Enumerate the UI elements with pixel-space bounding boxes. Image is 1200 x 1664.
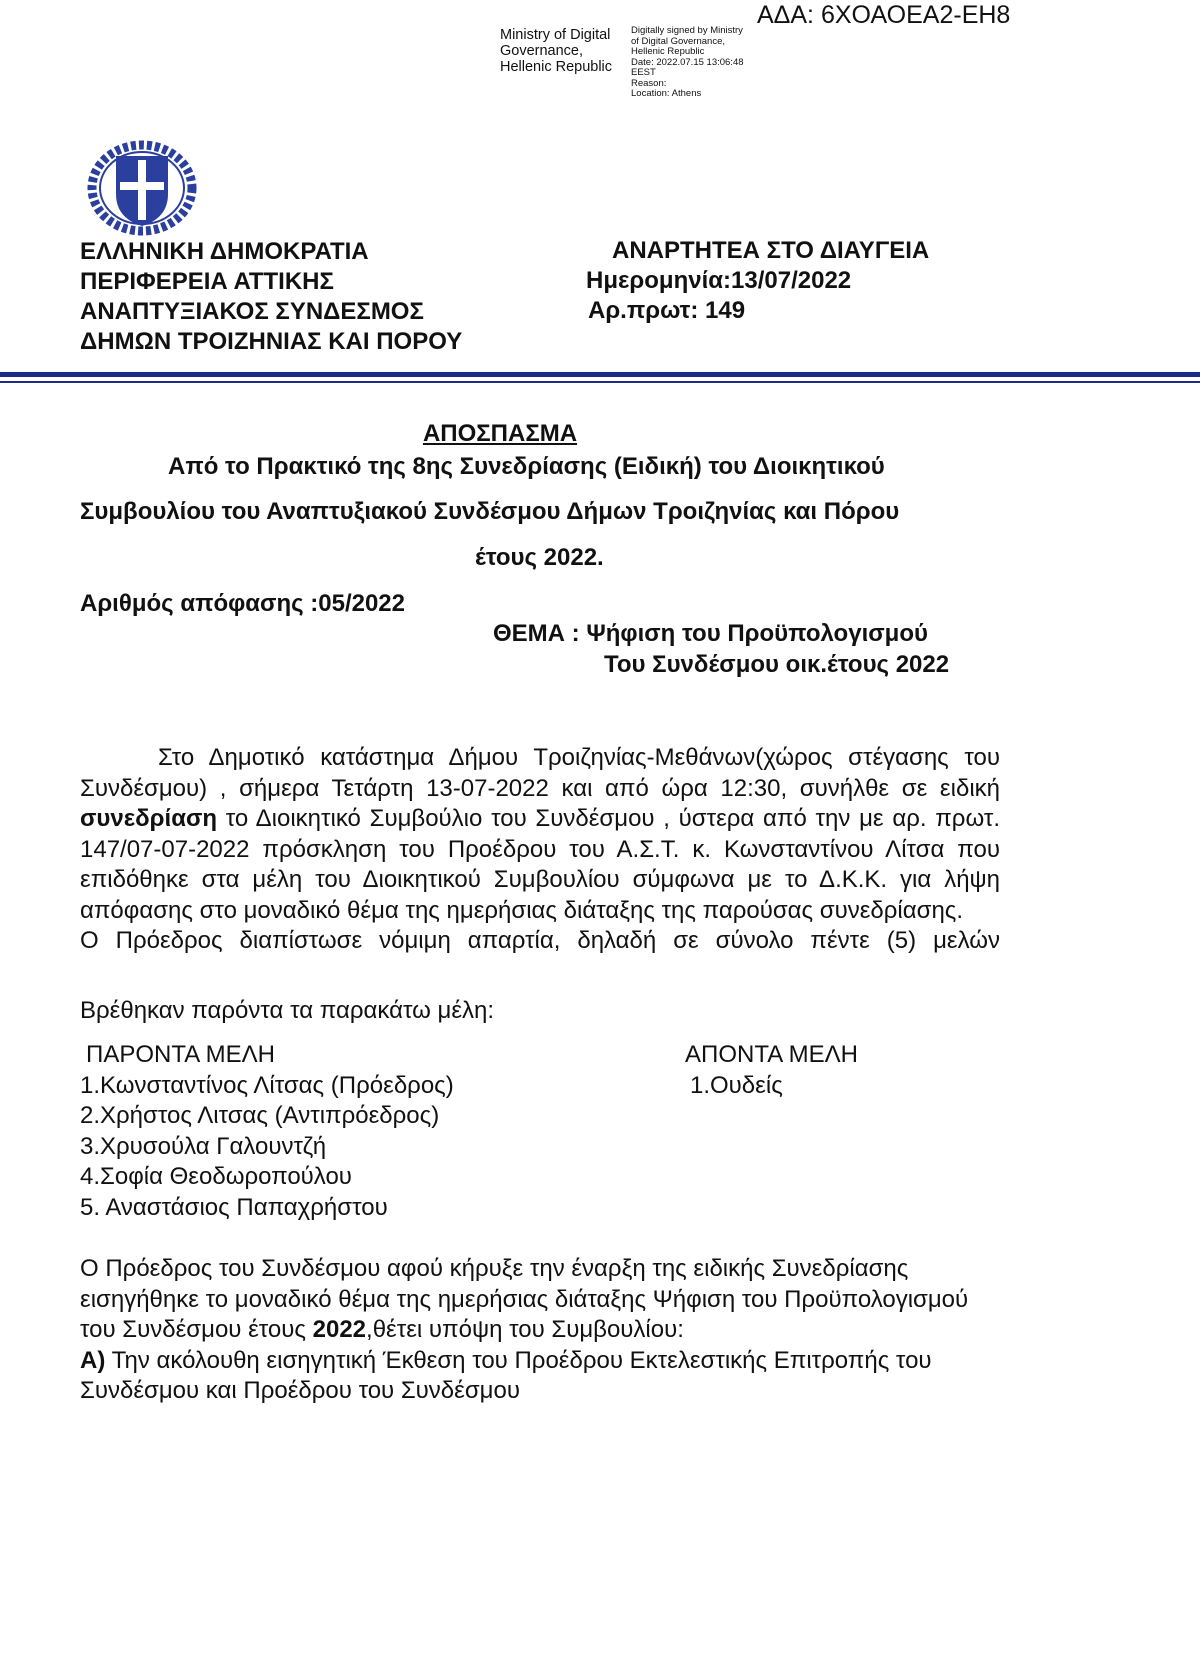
decision-number: Αριθμός απόφασης :05/2022 [80, 590, 405, 617]
ada-code: ΑΔΑ: 6ΧΟΑΟΕΑ2-ΕΗ8 [757, 1, 1011, 29]
present-intro: Βρέθηκαν παρόντα τα παρακάτω μέλη: [80, 997, 495, 1024]
paragraph-emphasis: συνεδρίαση [80, 805, 218, 832]
subtitle-line: Από το Πρακτικό της 8ης Συνεδρίασης (Ειδική) του Διοικητικού [168, 453, 885, 480]
paragraph-text: Στο Δημοτικό κατάστημα Δήμου Τροιζηνίας-Μεθάνων(χώρος στέγασης του Συνδέσμου) , σήμερα Τετάρτη 13-07-2022 και από ώρα 12:30, συνήλθε σε ειδική [80, 744, 1000, 802]
meeting-paragraph [80, 743, 1000, 957]
signature-details [631, 26, 744, 100]
absent-members-header: ΑΠΟΝΤΑ ΜΕΛΗ [685, 1041, 858, 1068]
paragraph-text: Την ακόλουθη εισηγητική Έκθεση του Προέδρου Εκτελεστικής Επιτροπής του Συνδέσμου και Προέδρου του Συνδέσμου [80, 1346, 932, 1404]
signature-detail-line: Date: 2022.07.15 13:06:48 [631, 56, 744, 68]
signer-line: Hellenic Republic [500, 59, 613, 75]
greek-coat-of-arms-icon [86, 138, 198, 238]
subtitle-line: έτους 2022. [475, 544, 604, 571]
header-divider-thin [0, 381, 1200, 383]
signer-line: Ministry of Digital [500, 27, 611, 43]
issuer-block [80, 237, 462, 357]
issuer-line: ΠΕΡΙΦΕΡΕΙΑ ΑΤΤΙΚΗΣ [80, 268, 334, 295]
quorum-statement: Ο Πρόεδρος διαπίστωσε νόμιμη απαρτία, δηλαδή σε σύνολο πέντε (5) μελών [80, 927, 1000, 954]
document-title: ΑΠΟΣΠΑΣΜΑ [422, 420, 578, 447]
signature-signer [500, 27, 612, 75]
signature-detail-line: Digitally signed by Ministry [631, 25, 743, 36]
signer-line: Governance, [500, 43, 584, 59]
subject-line: Του Συνδέσμου οικ.έτους 2022 [604, 651, 950, 678]
signature-detail-line: Location: Athens [631, 88, 702, 99]
member-item: 5. Αναστάσιος Παπαχρήστου [80, 1193, 388, 1221]
paragraph-emphasis: 2022 [312, 1316, 367, 1343]
item-label: Α) [80, 1346, 106, 1374]
present-members-list [80, 1040, 454, 1223]
signature-detail-line: Reason: [631, 77, 667, 89]
member-item: 1.Κωνσταντίνος Λίτσας (Πρόεδρος) [80, 1071, 454, 1099]
closing-paragraph [80, 1254, 1010, 1407]
document-date: Ημερομηνία:13/07/2022 [586, 267, 852, 294]
issuer-line: ΑΝΑΠΤΥΞΙΑΚΟΣ ΣΥΝΔΕΣΜΟΣ [80, 298, 424, 325]
member-item: 2.Χρήστος Λιτσας (Αντιπρόεδρος) [80, 1102, 440, 1129]
protocol-number: Αρ.πρωτ: 149 [588, 297, 746, 324]
present-members-header: ΠΑΡΟΝΤΑ ΜΕΛΗ [86, 1041, 275, 1068]
signature-detail-line: EEST [631, 67, 656, 78]
member-item: 3.Χρυσούλα Γαλουντζή [80, 1132, 327, 1160]
member-item: 1.Ουδείς [690, 1071, 783, 1099]
member-item: 4.Σοφία Θεοδωροπούλου [80, 1163, 352, 1190]
signature-detail-line: of Digital Governance, [631, 35, 725, 47]
subtitle-line: Συμβουλίου του Αναπτυξιακού Συνδέσμου Δήμων Τροιζηνίας και Πόρου [80, 498, 900, 525]
post-notice: ΑΝΑΡΤΗΤΕΑ ΣΤΟ ΔΙΑΥΓΕΙΑ [612, 237, 930, 264]
subject-line: ΘΕΜΑ : Ψήφιση του Προϋπολογισμού [493, 620, 928, 647]
paragraph-text: ,θέτει υπόψη του Συμβουλίου: [366, 1316, 684, 1343]
paragraph-text: Ο Πρόεδρος του Συνδέσμου αφού κήρυξε την έναρξη της ειδικής Συνεδρίασης εισηγήθηκε το μοναδικό θέμα της ημερήσιας διάταξης Ψήφιση του Προϋπολογισμού του Συνδέσμου έτους [80, 1255, 969, 1343]
header-divider [0, 372, 1200, 377]
signature-detail-line: Hellenic Republic [631, 46, 705, 57]
paragraph-text: το Διοικητικό Συμβούλιο του Συνδέσμου , ύστερα από την με αρ. πρωτ. 147/07-07-2022 πρόσκληση του Προέδρου του Α.Σ.Τ. κ. Κωνσταντίνου Λίτσα που επιδόθηκε στα μέλη του Διοικητικού Συμβουλίου σύμφωνα με το Δ.Κ.Κ. για λήψη απόφασης στο μοναδικό θέμα της ημερήσιας διάταξης της παρούσας συνεδρίασης. [80, 805, 1000, 924]
issuer-line: ΕΛΛΗΝΙΚΗ ΔΗΜΟΚΡΑΤΙΑ [80, 238, 369, 265]
issuer-line: ΔΗΜΩΝ ΤΡΟΙΖΗΝΙΑΣ ΚΑΙ ΠΟΡΟΥ [80, 328, 463, 355]
absent-members-list [685, 1040, 858, 1101]
